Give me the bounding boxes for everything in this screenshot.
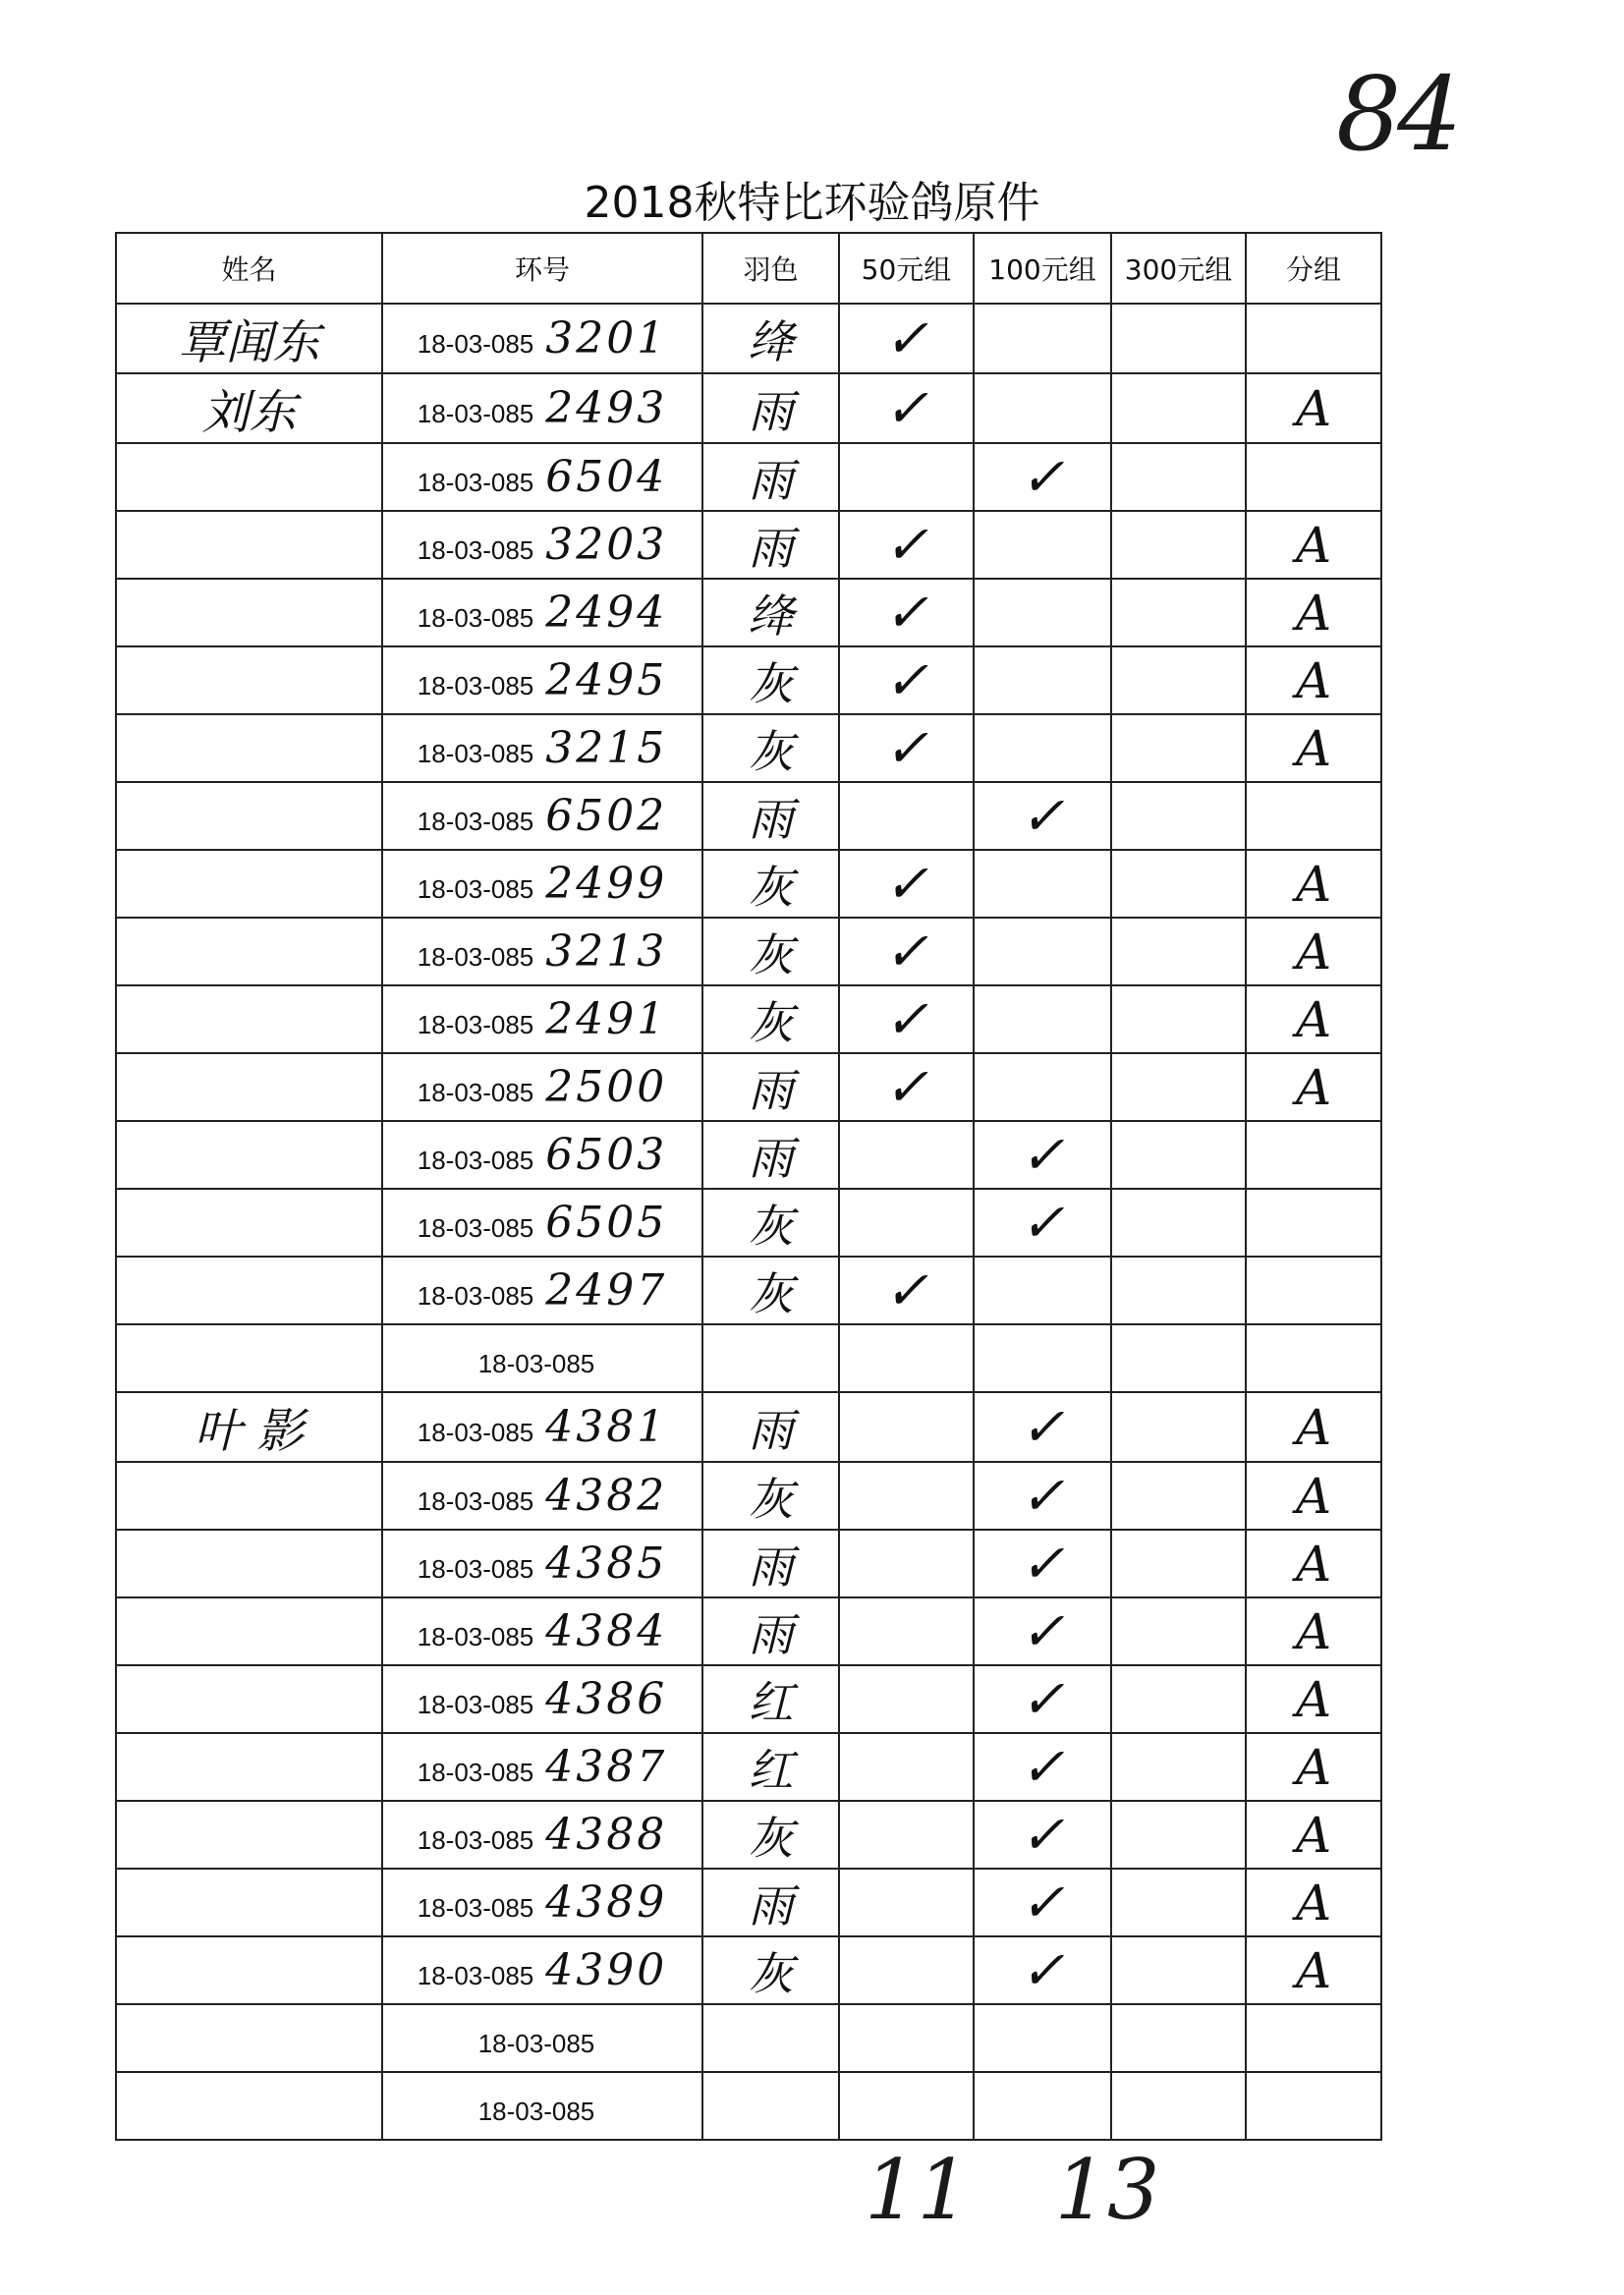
owner-name-cell: 叶 影 <box>116 1392 382 1462</box>
ring-prefix: 18-03-085 <box>417 807 534 836</box>
group-100-check-cell <box>974 304 1111 373</box>
group-300-check-cell <box>1111 782 1246 850</box>
group-50-check-cell: ✓ <box>839 850 974 918</box>
group-300-check-cell <box>1111 1530 1246 1597</box>
group-300-check-cell <box>1111 1665 1246 1733</box>
header-ring-number: 环号 <box>382 233 702 304</box>
feather-color-cell: 雨 <box>702 1121 839 1189</box>
group-300-check-cell <box>1111 2004 1246 2072</box>
ring-number-cell <box>382 782 702 850</box>
group-100-check-cell: ✓ <box>974 1733 1111 1801</box>
ring-suffix: 3215 <box>545 723 668 773</box>
group-100-check-cell: ✓ <box>974 1936 1111 2004</box>
ring-number-cell <box>382 1801 702 1869</box>
feather-color-cell: 灰 <box>702 985 839 1053</box>
ring-prefix: 18-03-085 <box>417 1486 534 1516</box>
group-100-check-cell <box>974 511 1111 579</box>
group-300-check-cell <box>1111 443 1246 511</box>
ring-suffix: 6505 <box>545 1198 668 1248</box>
ring-prefix: 18-03-085 <box>417 1213 534 1243</box>
feather-color-cell: 雨 <box>702 1392 839 1462</box>
ring-suffix: 4382 <box>545 1471 668 1521</box>
ring-prefix: 18-03-085 <box>417 535 534 565</box>
owner-name-cell <box>116 1189 382 1257</box>
table-row <box>116 1869 1381 1936</box>
ring-number-cell <box>382 646 702 714</box>
feather-color-cell: 绛 <box>702 579 839 646</box>
owner-name-cell <box>116 1053 382 1121</box>
ring-suffix: 4385 <box>545 1539 668 1589</box>
owner-name-cell <box>116 579 382 646</box>
feather-color-cell: 灰 <box>702 1801 839 1869</box>
owner-name-cell <box>116 2004 382 2072</box>
group-mark-cell <box>1246 443 1381 511</box>
ring-prefix: 18-03-085 <box>417 671 534 700</box>
group-100-check-cell <box>974 714 1111 782</box>
ring-number-cell <box>382 1597 702 1665</box>
group-mark-cell: A <box>1246 1733 1381 1801</box>
ring-prefix: 18-03-085 <box>477 1349 595 1378</box>
group-100-check-cell: ✓ <box>974 1801 1111 1869</box>
pigeon-record-table <box>115 232 1382 2141</box>
group-300-check-cell <box>1111 1392 1246 1462</box>
table-row <box>116 1324 1381 1392</box>
group-50-check-cell <box>839 1869 974 1936</box>
group-50-check-cell: ✓ <box>839 579 974 646</box>
feather-color-cell: 灰 <box>702 646 839 714</box>
owner-name-cell <box>116 2072 382 2140</box>
table-row <box>116 2004 1381 2072</box>
group-100-check-cell: ✓ <box>974 782 1111 850</box>
group-100-check-cell: ✓ <box>974 1462 1111 1530</box>
ring-suffix: 6502 <box>545 791 668 841</box>
group-50-check-cell: ✓ <box>839 511 974 579</box>
ring-prefix: 18-03-085 <box>417 399 534 428</box>
feather-color-cell: 雨 <box>702 1053 839 1121</box>
group-mark-cell <box>1246 1189 1381 1257</box>
ring-suffix: 2493 <box>545 383 668 433</box>
group-300-check-cell <box>1111 714 1246 782</box>
group-100-check-cell <box>974 579 1111 646</box>
ring-suffix: 6503 <box>545 1130 668 1180</box>
group-300-check-cell <box>1111 304 1246 373</box>
group-100-check-cell <box>974 2072 1111 2140</box>
group-300-check-cell <box>1111 1324 1246 1392</box>
table-row <box>116 646 1381 714</box>
ring-suffix: 2499 <box>545 859 668 909</box>
group-mark-cell: A <box>1246 1530 1381 1597</box>
group-300-check-cell <box>1111 1189 1246 1257</box>
group-50-check-cell <box>839 2004 974 2072</box>
group-50-check-cell: ✓ <box>839 1257 974 1324</box>
owner-name-cell <box>116 782 382 850</box>
group-50-check-cell <box>839 782 974 850</box>
feather-color-cell: 雨 <box>702 511 839 579</box>
group-mark-cell <box>1246 782 1381 850</box>
group-100-check-cell: ✓ <box>974 443 1111 511</box>
group-50-check-cell: ✓ <box>839 714 974 782</box>
table-row <box>116 2072 1381 2140</box>
table-row <box>116 579 1381 646</box>
owner-name-cell <box>116 714 382 782</box>
group-300-check-cell <box>1111 579 1246 646</box>
group-50-check-cell: ✓ <box>839 985 974 1053</box>
feather-color-cell: 灰 <box>702 1189 839 1257</box>
group-mark-cell <box>1246 2004 1381 2072</box>
ring-prefix: 18-03-085 <box>477 2097 595 2126</box>
ring-prefix: 18-03-085 <box>477 2029 595 2058</box>
table-row <box>116 1936 1381 2004</box>
owner-name-cell <box>116 1462 382 1530</box>
group-100-check-cell <box>974 1257 1111 1324</box>
group-mark-cell <box>1246 1121 1381 1189</box>
group-100-check-cell: ✓ <box>974 1121 1111 1189</box>
feather-color-cell: 灰 <box>702 1936 839 2004</box>
owner-name-cell <box>116 1801 382 1869</box>
feather-color-cell: 灰 <box>702 850 839 918</box>
group-100-check-cell <box>974 2004 1111 2072</box>
header-feather-color: 羽色 <box>702 233 839 304</box>
group-100-check-cell <box>974 1053 1111 1121</box>
ring-number-cell <box>382 1053 702 1121</box>
group-50-check-cell: ✓ <box>839 646 974 714</box>
group-mark-cell: A <box>1246 646 1381 714</box>
table-row <box>116 1053 1381 1121</box>
table-row <box>116 1121 1381 1189</box>
group-300-check-cell <box>1111 918 1246 985</box>
table-row <box>116 714 1381 782</box>
table-row <box>116 1801 1381 1869</box>
group-50-check-cell <box>839 1801 974 1869</box>
group-100-check-cell <box>974 985 1111 1053</box>
header-50-yuan-group: 50元组 <box>839 233 974 304</box>
ring-suffix: 2491 <box>545 994 668 1044</box>
ring-prefix: 18-03-085 <box>417 1010 534 1039</box>
owner-name-cell <box>116 1665 382 1733</box>
group-50-check-cell <box>839 443 974 511</box>
ring-prefix: 18-03-085 <box>417 874 534 904</box>
group-mark-cell: A <box>1246 1392 1381 1462</box>
feather-color-cell: 雨 <box>702 1597 839 1665</box>
group-mark-cell: A <box>1246 1936 1381 2004</box>
ring-prefix: 18-03-085 <box>417 1146 534 1175</box>
ring-number-cell <box>382 2072 702 2140</box>
ring-suffix: 6504 <box>545 452 668 502</box>
group-50-check-cell <box>839 1189 974 1257</box>
group-50-check-cell: ✓ <box>839 918 974 985</box>
ring-prefix: 18-03-085 <box>417 739 534 768</box>
table-row <box>116 443 1381 511</box>
table-row <box>116 1462 1381 1530</box>
group-300-check-cell <box>1111 1053 1246 1121</box>
ring-prefix: 18-03-085 <box>417 1758 534 1787</box>
feather-color-cell: 雨 <box>702 782 839 850</box>
owner-name-cell <box>116 850 382 918</box>
group-300-check-cell <box>1111 1801 1246 1869</box>
owner-name-cell: 刘东 <box>116 373 382 443</box>
ring-suffix: 4388 <box>545 1810 668 1860</box>
group-mark-cell: A <box>1246 1462 1381 1530</box>
group-50-check-cell <box>839 1121 974 1189</box>
ring-number-cell <box>382 714 702 782</box>
table-row <box>116 511 1381 579</box>
ring-number-cell <box>382 373 702 443</box>
group-300-check-cell <box>1111 1597 1246 1665</box>
feather-color-cell: 绛 <box>702 304 839 373</box>
feather-color-cell: 雨 <box>702 1869 839 1936</box>
ring-prefix: 18-03-085 <box>417 1418 534 1447</box>
group-100-check-cell: ✓ <box>974 1189 1111 1257</box>
ring-suffix: 2497 <box>545 1265 668 1315</box>
ring-number-cell <box>382 1869 702 1936</box>
group-300-check-cell <box>1111 1733 1246 1801</box>
feather-color-cell: 灰 <box>702 918 839 985</box>
group-300-check-cell <box>1111 985 1246 1053</box>
group-50-check-cell <box>839 2072 974 2140</box>
ring-suffix: 3213 <box>545 926 668 977</box>
group-50-check-cell: ✓ <box>839 373 974 443</box>
ring-number-cell <box>382 1189 702 1257</box>
group-50-check-cell <box>839 1665 974 1733</box>
ring-number-cell <box>382 579 702 646</box>
feather-color-cell: 雨 <box>702 1530 839 1597</box>
table-row <box>116 782 1381 850</box>
ring-number-cell <box>382 511 702 579</box>
group-mark-cell: A <box>1246 373 1381 443</box>
ring-number-cell <box>382 1392 702 1462</box>
group-mark-cell: A <box>1246 918 1381 985</box>
group-50-check-cell <box>839 1324 974 1392</box>
feather-color-cell <box>702 1324 839 1392</box>
ring-prefix: 18-03-085 <box>417 468 534 497</box>
table-row <box>116 1665 1381 1733</box>
group-mark-cell <box>1246 1324 1381 1392</box>
owner-name-cell <box>116 511 382 579</box>
ring-number-cell <box>382 1324 702 1392</box>
ring-number-cell <box>382 1257 702 1324</box>
ring-suffix: 4381 <box>545 1402 668 1452</box>
owner-name-cell <box>116 646 382 714</box>
ring-suffix: 4387 <box>545 1742 668 1792</box>
owner-name-cell <box>116 443 382 511</box>
owner-name-cell <box>116 985 382 1053</box>
ring-number-cell <box>382 1665 702 1733</box>
group-300-check-cell <box>1111 850 1246 918</box>
ring-prefix: 18-03-085 <box>417 603 534 633</box>
group-50-check-cell: ✓ <box>839 1053 974 1121</box>
ring-prefix: 18-03-085 <box>417 1622 534 1651</box>
feather-color-cell <box>702 2072 839 2140</box>
group-mark-cell: A <box>1246 1665 1381 1733</box>
owner-name-cell <box>116 1324 382 1392</box>
group-300-check-cell <box>1111 1869 1246 1936</box>
feather-color-cell: 雨 <box>702 373 839 443</box>
header-300-yuan-group: 300元组 <box>1111 233 1246 304</box>
ring-number-cell <box>382 1462 702 1530</box>
ring-suffix: 2495 <box>545 655 668 705</box>
group-mark-cell: A <box>1246 1053 1381 1121</box>
group-50-check-cell <box>839 1530 974 1597</box>
ring-number-cell <box>382 1121 702 1189</box>
group-100-check-cell: ✓ <box>974 1869 1111 1936</box>
table-row <box>116 985 1381 1053</box>
header-group: 分组 <box>1246 233 1381 304</box>
group-50-check-cell <box>839 1392 974 1462</box>
ring-suffix: 4386 <box>545 1674 668 1724</box>
ring-prefix: 18-03-085 <box>417 1893 534 1923</box>
table-row <box>116 1189 1381 1257</box>
group-300-check-cell <box>1111 511 1246 579</box>
owner-name-cell <box>116 1936 382 2004</box>
group-mark-cell: A <box>1246 714 1381 782</box>
table-row <box>116 304 1381 373</box>
owner-name-cell <box>116 1597 382 1665</box>
ring-number-cell <box>382 985 702 1053</box>
table-header-row <box>116 233 1381 304</box>
ring-suffix: 2494 <box>545 588 668 638</box>
group-300-check-cell <box>1111 1121 1246 1189</box>
feather-color-cell: 灰 <box>702 1462 839 1530</box>
feather-color-cell: 红 <box>702 1665 839 1733</box>
table-row <box>116 1597 1381 1665</box>
owner-name-cell <box>116 1733 382 1801</box>
group-50-check-cell <box>839 1733 974 1801</box>
ring-suffix: 2500 <box>545 1062 668 1112</box>
group-mark-cell <box>1246 1257 1381 1324</box>
ring-number-cell <box>382 1530 702 1597</box>
ring-suffix: 4384 <box>545 1606 668 1656</box>
group-mark-cell: A <box>1246 850 1381 918</box>
ring-prefix: 18-03-085 <box>417 1281 534 1311</box>
group-mark-cell: A <box>1246 511 1381 579</box>
owner-name-cell <box>116 1121 382 1189</box>
ring-prefix: 18-03-085 <box>417 1690 534 1719</box>
owner-name-cell <box>116 918 382 985</box>
group-300-check-cell <box>1111 373 1246 443</box>
group-mark-cell <box>1246 304 1381 373</box>
owner-name-cell <box>116 1257 382 1324</box>
group-100-check-cell <box>974 1324 1111 1392</box>
group-100-check-cell <box>974 373 1111 443</box>
feather-color-cell: 灰 <box>702 714 839 782</box>
group-50-check-cell <box>839 1597 974 1665</box>
header-100-yuan-group: 100元组 <box>974 233 1111 304</box>
group-50-check-cell <box>839 1462 974 1530</box>
ring-number-cell <box>382 1733 702 1801</box>
group-mark-cell: A <box>1246 1597 1381 1665</box>
group-300-check-cell <box>1111 1936 1246 2004</box>
ring-prefix: 18-03-085 <box>417 1825 534 1855</box>
ring-prefix: 18-03-085 <box>417 942 534 972</box>
table-row <box>116 1392 1381 1462</box>
ring-number-cell <box>382 850 702 918</box>
group-mark-cell: A <box>1246 579 1381 646</box>
ring-prefix: 18-03-085 <box>417 1961 534 1990</box>
header-name: 姓名 <box>116 233 382 304</box>
ring-prefix: 18-03-085 <box>417 329 534 359</box>
group-100-check-cell <box>974 850 1111 918</box>
ring-number-cell <box>382 1936 702 2004</box>
group-mark-cell: A <box>1246 1869 1381 1936</box>
group-300-check-cell <box>1111 1462 1246 1530</box>
table-row <box>116 1257 1381 1324</box>
group-300-check-cell <box>1111 646 1246 714</box>
feather-color-cell <box>702 2004 839 2072</box>
group-mark-cell: A <box>1246 985 1381 1053</box>
group-mark-cell <box>1246 2072 1381 2140</box>
feather-color-cell: 雨 <box>702 443 839 511</box>
ring-suffix: 3203 <box>545 520 668 570</box>
group-100-check-cell: ✓ <box>974 1597 1111 1665</box>
group-100-check-cell <box>974 646 1111 714</box>
table-row <box>116 1733 1381 1801</box>
ring-prefix: 18-03-085 <box>417 1078 534 1107</box>
ring-suffix: 3201 <box>545 313 668 364</box>
feather-color-cell: 灰 <box>702 1257 839 1324</box>
group-mark-cell: A <box>1246 1801 1381 1869</box>
group-100-check-cell: ✓ <box>974 1392 1111 1462</box>
ring-prefix: 18-03-085 <box>417 1554 534 1584</box>
footer-handwritten-note: 11 13 <box>865 2142 1160 2238</box>
table-row <box>116 1530 1381 1597</box>
page-number: 84 <box>1336 54 1459 174</box>
ring-number-cell <box>382 443 702 511</box>
group-50-check-cell: ✓ <box>839 304 974 373</box>
owner-name-cell: 覃闻东 <box>116 304 382 373</box>
ring-number-cell <box>382 918 702 985</box>
table-row <box>116 373 1381 443</box>
feather-color-cell: 红 <box>702 1733 839 1801</box>
group-300-check-cell <box>1111 2072 1246 2140</box>
ring-suffix: 4390 <box>545 1945 668 1995</box>
ring-number-cell <box>382 2004 702 2072</box>
group-50-check-cell <box>839 1936 974 2004</box>
ring-suffix: 4389 <box>545 1877 668 1928</box>
ring-number-cell <box>382 304 702 373</box>
group-100-check-cell: ✓ <box>974 1665 1111 1733</box>
group-100-check-cell <box>974 918 1111 985</box>
group-300-check-cell <box>1111 1257 1246 1324</box>
table-row <box>116 918 1381 985</box>
owner-name-cell <box>116 1530 382 1597</box>
owner-name-cell <box>116 1869 382 1936</box>
table-row <box>116 850 1381 918</box>
group-100-check-cell: ✓ <box>974 1530 1111 1597</box>
document-title: 2018秋特比环验鸽原件 <box>584 178 1040 228</box>
